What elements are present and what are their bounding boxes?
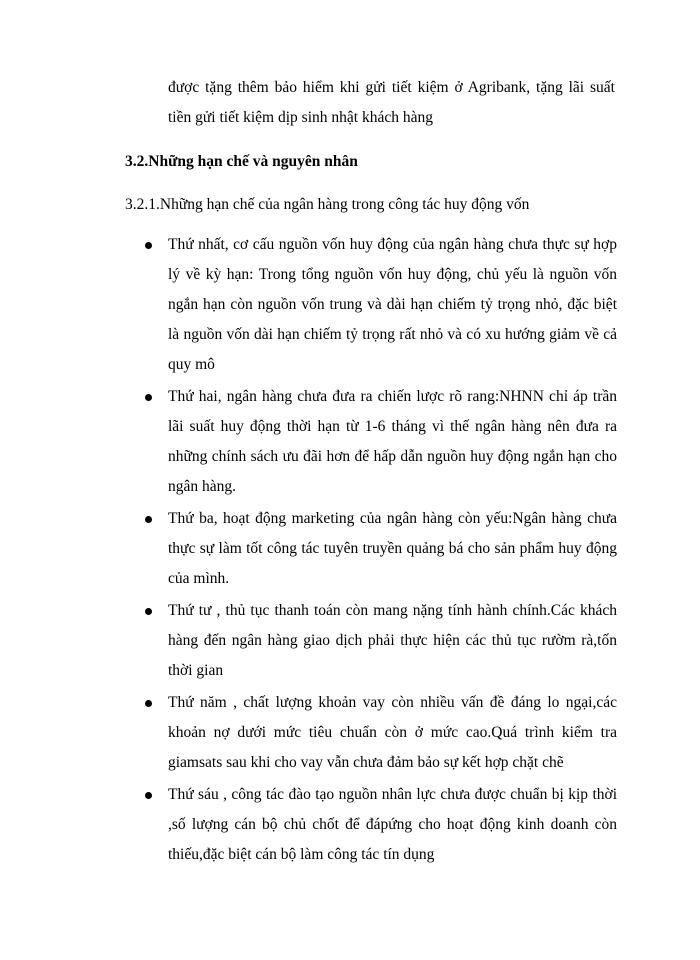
continuation-paragraph: được tặng thêm bảo hiểm khi gửi tiết kiệm ở Agribank, tặng lãi suất tiền gửi tiết kiệm dịp sinh nhật khách hàng xyxy=(168,79,615,126)
list-item xyxy=(168,504,617,594)
list-item-text: Thứ ba, hoạt động marketing của ngân hàng còn yếu:Ngân hàng chưa thực sự làm tốt công tác tuyên truyền quảng bá cho sản phẩm huy động của mình. xyxy=(168,510,617,587)
list-item-text: Thứ sáu , công tác đào tạo nguồn nhân lực chưa được chuẩn bị kịp thời ,số lượng cán bộ chủ chốt để đápứng cho hoạt động kinh doanh còn thiếu,đặc biệt cán bộ làm công tác tín dụng xyxy=(168,786,617,863)
list-item xyxy=(168,382,617,502)
list-item xyxy=(168,780,617,870)
list-item-text: Thứ nhất, cơ cấu nguồn vốn huy động của ngân hàng chưa thực sự hợp lý về kỳ hạn: Trong tổng nguồn vốn huy động, chủ yếu là nguồn vốn ngắn hạn còn nguồn vốn trung và dài hạn chiếm tỷ trọng nhỏ, đặc biệt là nguồn vốn dài hạn chiếm tỷ trọng rất nhỏ và có xu hướng giảm về cả quy mô xyxy=(168,236,617,373)
bullet-icon xyxy=(145,242,152,249)
bullet-icon xyxy=(145,700,152,707)
bullet-icon xyxy=(145,608,152,615)
bullet-icon xyxy=(145,792,152,799)
list-item-text: Thứ hai, ngân hàng chưa đưa ra chiến lược rõ rang:NHNN chỉ áp trần lãi suất huy động thời hạn từ 1-6 tháng vì thế ngân hàng nên đưa ra những chính sách ưu đãi hơn để hấp dẫn nguồn huy động ngắn hạn cho ngân hàng. xyxy=(168,388,617,495)
list-item-text: Thứ tư , thủ tục thanh toán còn mang nặng tính hành chính.Các khách hàng đến ngân hàng giao dịch phải thực hiện các thủ tục rườm rà,tốn thời gian xyxy=(168,602,617,679)
list-item-text: Thứ năm , chất lượng khoản vay còn nhiều vấn đề đáng lo ngại,các khoản nợ dưới mức tiêu chuẩn còn ở mức cao.Quá trình kiểm tra giamsats sau khi cho vay vẫn chưa đảm bảo sự kết hợp chặt chẽ xyxy=(168,694,617,771)
subsection-heading: 3.2.1.Những hạn chế của ngân hàng trong công tác huy động vốn xyxy=(125,196,530,213)
list-item xyxy=(168,596,617,686)
list-item xyxy=(168,688,617,778)
list-item xyxy=(168,230,617,380)
section-heading: 3.2.Những hạn chế và nguyên nhân xyxy=(125,153,358,170)
bullet-icon xyxy=(145,394,152,401)
limitations-list xyxy=(168,230,617,872)
bullet-icon xyxy=(145,516,152,523)
